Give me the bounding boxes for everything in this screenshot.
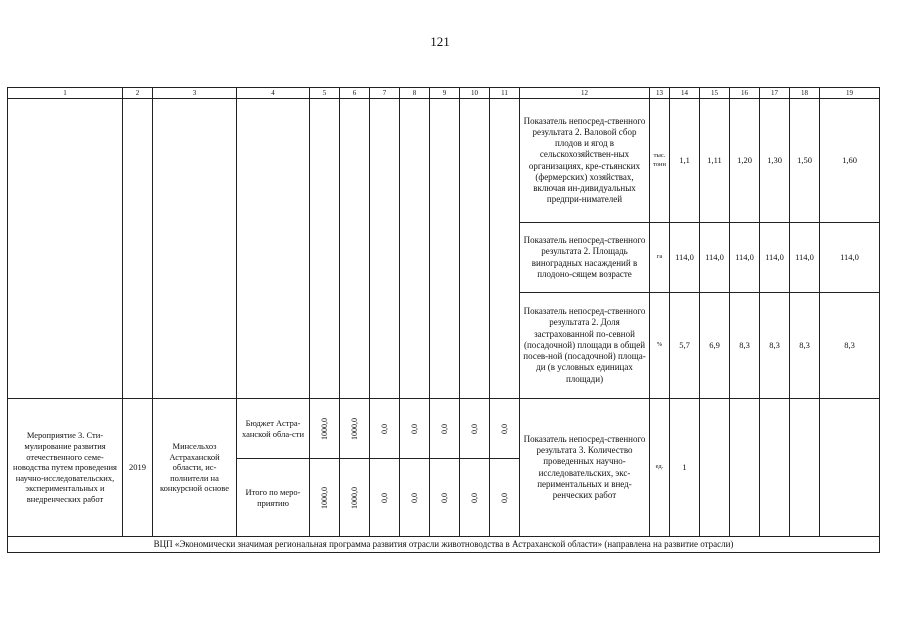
program-title: ВЦП «Экономически значимая региональная программа развития отрасли животноводства в Астраханской области» (направлена на развитие отрасли)	[8, 537, 880, 553]
program-row	[8, 537, 880, 553]
indicator-value: 114,0	[670, 223, 700, 293]
value-text: 1000,0	[319, 486, 329, 509]
col-header-10: 10	[460, 88, 490, 99]
indicator-name: Показатель непосред-ственного результата 2. Площадь виноградных насаждений в плодоно-сящем возрасте	[520, 223, 650, 293]
indicator-value: 114,0	[700, 223, 730, 293]
indicator-value: 114,0	[760, 223, 790, 293]
value-text: 0,0	[409, 423, 419, 434]
value-text: 1000,0	[349, 486, 359, 509]
indicator-value: 1,11	[700, 99, 730, 223]
value-cell	[310, 459, 340, 537]
empty-cell	[310, 99, 340, 399]
empty-cell	[730, 399, 760, 537]
value-cell	[310, 399, 340, 459]
empty-cell	[237, 99, 310, 399]
indicator-value: 8,3	[790, 293, 820, 399]
value-cell	[460, 459, 490, 537]
col-header-6: 6	[340, 88, 370, 99]
value-text: 0,0	[469, 492, 479, 503]
value-cell	[400, 399, 430, 459]
indicator-value: 8,3	[760, 293, 790, 399]
value-cell	[430, 459, 460, 537]
indicator-value: 114,0	[820, 223, 880, 293]
indicator-unit: тыс. тонн	[650, 99, 670, 223]
value-text: 0,0	[499, 423, 509, 434]
value-text: 1000,0	[319, 417, 329, 440]
col-header-16: 16	[730, 88, 760, 99]
empty-cell	[153, 99, 237, 399]
indicator-name: Показатель непосред-ственного результата 2. Доля застрахованной по-севной (посадочной) площади в общей посев-ной (посадочной) площа-ди (в условных единицах площади)	[520, 293, 650, 399]
value-cell	[460, 399, 490, 459]
funding-source: Итого по меро-приятию	[237, 459, 310, 537]
empty-cell	[490, 99, 520, 399]
empty-cell	[460, 99, 490, 399]
empty-cell	[8, 99, 123, 399]
indicator-unit: га	[650, 223, 670, 293]
empty-cell	[340, 99, 370, 399]
col-header-14: 14	[670, 88, 700, 99]
value-cell	[430, 399, 460, 459]
indicator-value: 1,60	[820, 99, 880, 223]
value-text: 0,0	[439, 423, 449, 434]
empty-cell	[790, 399, 820, 537]
empty-cell	[123, 99, 153, 399]
indicator-value: 5,7	[670, 293, 700, 399]
col-header-7: 7	[370, 88, 400, 99]
col-header-5: 5	[310, 88, 340, 99]
empty-cell	[700, 399, 730, 537]
indicator-value: 8,3	[730, 293, 760, 399]
empty-cell	[820, 399, 880, 537]
col-header-4: 4	[237, 88, 310, 99]
col-header-19: 19	[820, 88, 880, 99]
empty-cell	[370, 99, 400, 399]
col-header-13: 13	[650, 88, 670, 99]
value-cell	[370, 459, 400, 537]
value-text: 1000,0	[349, 417, 359, 440]
value-cell	[490, 459, 520, 537]
indicator-unit: %	[650, 293, 670, 399]
measure-name: Мероприятие 3. Сти-мулирование развития отечественного семе-новодства путем проведения научно-исследовательских, экспериментальных и внедренческих работ	[8, 399, 123, 537]
program-table	[7, 87, 880, 553]
empty-cell	[400, 99, 430, 399]
col-header-3: 3	[153, 88, 237, 99]
measure-year: 2019	[123, 399, 153, 537]
indicator-name: Показатель непосред-ственного результата 2. Валовой сбор плодов и ягод в сельскохозяйствен-ных организациях, кре-стьянских (фермерских) хозяйствах, включая ин-дивидуальных предпри-нимателей	[520, 99, 650, 223]
col-header-15: 15	[700, 88, 730, 99]
value-text: 0,0	[379, 492, 389, 503]
measure-executor: Минсельхоз Астраханской области, ис-полнители на конкурсной основе	[153, 399, 237, 537]
table-row	[8, 399, 880, 459]
col-header-18: 18	[790, 88, 820, 99]
value-cell	[400, 459, 430, 537]
indicator-value: 114,0	[730, 223, 760, 293]
col-header-9: 9	[430, 88, 460, 99]
value-text: 0,0	[379, 423, 389, 434]
value-cell	[340, 399, 370, 459]
indicator-value: 1,1	[670, 99, 700, 223]
empty-cell	[430, 99, 460, 399]
page-number: 121	[430, 34, 450, 49]
value-text: 0,0	[409, 492, 419, 503]
value-cell	[490, 399, 520, 459]
col-header-11: 11	[490, 88, 520, 99]
indicator-value: 114,0	[790, 223, 820, 293]
value-text: 0,0	[469, 423, 479, 434]
indicator-value: 1,50	[790, 99, 820, 223]
value-text: 0,0	[499, 492, 509, 503]
funding-source: Бюджет Астра-ханской обла-сти	[237, 399, 310, 459]
col-header-8: 8	[400, 88, 430, 99]
value-text: 0,0	[439, 492, 449, 503]
value-cell	[370, 399, 400, 459]
indicator-value: 1,30	[760, 99, 790, 223]
indicator-name: Показатель непосред-ственного результата 3. Количество проведенных научно-исследовательских, экс-периментальных и внед-ренческих работ	[520, 399, 650, 537]
table-row	[8, 99, 880, 223]
indicator-value: 1,20	[730, 99, 760, 223]
col-header-2: 2	[123, 88, 153, 99]
indicator-value: 1	[670, 399, 700, 537]
col-header-12: 12	[520, 88, 650, 99]
col-header-17: 17	[760, 88, 790, 99]
indicator-unit: ед.	[650, 399, 670, 537]
indicator-value: 6,9	[700, 293, 730, 399]
col-header-1: 1	[8, 88, 123, 99]
column-number-row	[8, 88, 880, 99]
empty-cell	[760, 399, 790, 537]
value-cell	[340, 459, 370, 537]
indicator-value: 8,3	[820, 293, 880, 399]
